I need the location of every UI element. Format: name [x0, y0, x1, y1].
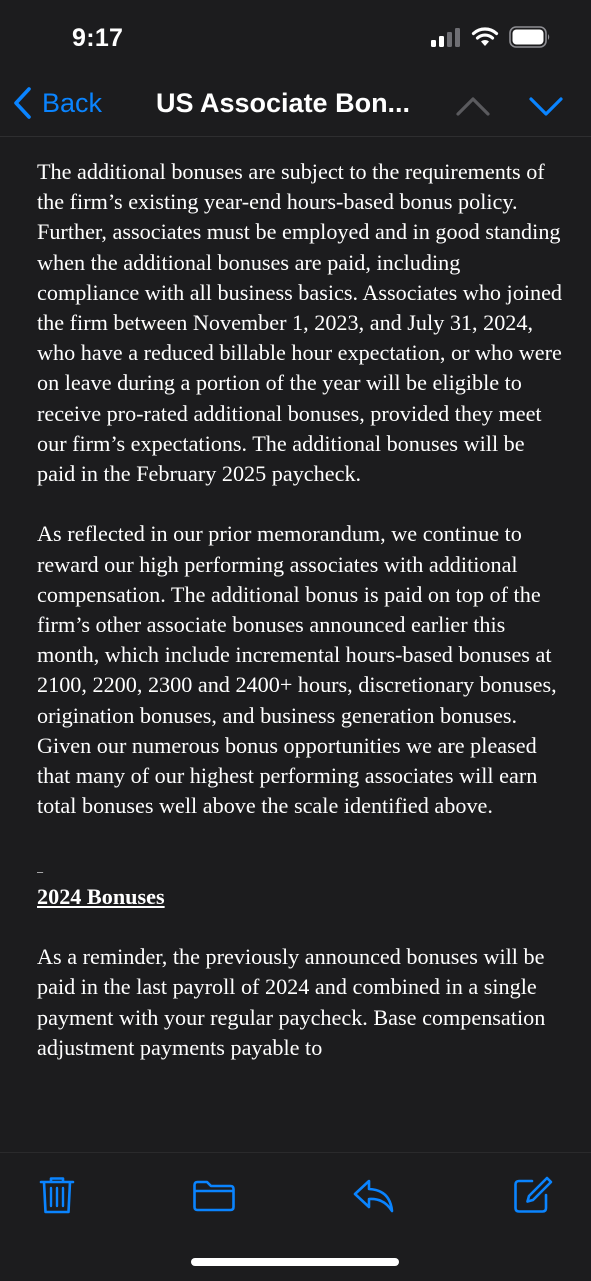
home-indicator[interactable] — [191, 1258, 399, 1266]
chevron-left-icon — [12, 86, 32, 120]
email-paragraph: As reflected in our prior memorandum, we continue to reward our high performing associates with additional compensation. The additional bonus is paid on top of the firm’s other associate bonuses announced earlier this month, which include incremental hours-based bonuses at 2100, 2200, 2300 and 2400+ hours, discretionary bonuses, origination bonuses, and business generation bonuses. Given our numerous bonus opportunities we are pleased that many of our highest performing associates will earn total bonuses well above the scale identified above. — [37, 521, 557, 819]
back-button[interactable] — [12, 86, 102, 120]
reply-icon[interactable] — [352, 1177, 396, 1215]
compose-icon[interactable] — [512, 1175, 554, 1215]
chevron-down-icon[interactable] — [528, 94, 564, 118]
status-icons — [431, 26, 551, 48]
email-paragraph: The additional bonuses are subject to the requirements of the firm’s existing year-end hours-based bonus policy. Further, associates must be employed and in good standing when the additional bonuses are paid, including compliance with all business basics. Associates who joined the firm between November 1, 2023, and July 31, 2024, who have a reduced billable hour expectation, or who were on leave during a portion of the year will be eligible to receive pro-rated additional bonuses, provided they meet our firm’s expectations. The additional bonuses will be paid in the February 2025 paycheck. — [37, 159, 562, 487]
email-body — [37, 157, 562, 1147]
email-paragraph: As a reminder, the previously announced bonuses will be paid in the last payroll of 2024 and combined in a single payment with your regular paycheck. Base compensation adjustment payments payable to — [37, 944, 546, 1060]
wifi-icon — [471, 27, 499, 47]
section-heading: 2024 Bonuses — [37, 883, 165, 909]
separator-dash: _ — [37, 859, 43, 874]
chevron-up-icon[interactable] — [455, 94, 491, 118]
folder-icon[interactable] — [192, 1179, 236, 1213]
battery-icon — [509, 26, 551, 48]
navigation-bar — [0, 80, 591, 137]
cellular-signal-icon — [431, 27, 461, 47]
back-label: Back — [42, 87, 103, 118]
trash-icon[interactable] — [38, 1175, 76, 1215]
status-bar — [0, 0, 591, 80]
status-time: 9:17 — [72, 24, 124, 52]
page-title: US Associate Bon... — [156, 88, 411, 118]
